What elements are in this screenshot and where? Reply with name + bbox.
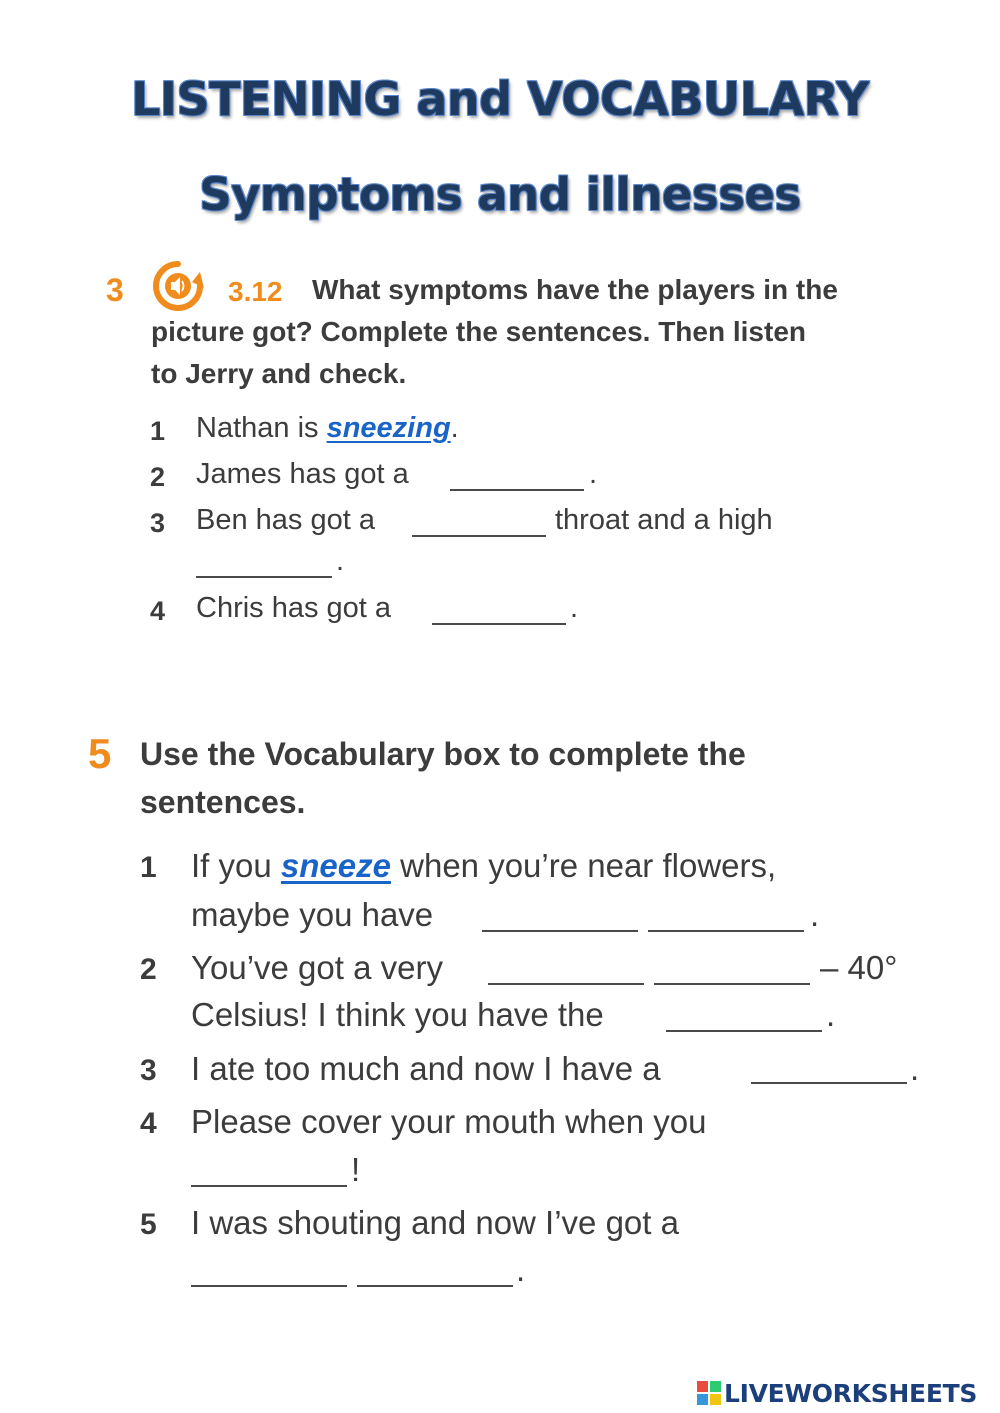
- sentence-text: Please cover your mouth when you: [191, 1103, 707, 1140]
- answer-blank[interactable]: [191, 1285, 347, 1287]
- answer-blank[interactable]: [488, 983, 644, 985]
- sentence-end: .: [336, 545, 345, 577]
- item-number: 4: [150, 596, 166, 626]
- sentence-text: [191, 847, 776, 885]
- sentence-end: .: [589, 458, 598, 490]
- example-answer: sneezing: [326, 412, 451, 444]
- sentence-end: .: [570, 592, 579, 624]
- answer-blank[interactable]: [191, 1185, 347, 1187]
- sentence-end: .: [450, 412, 459, 444]
- track-number: 3.12: [228, 276, 283, 307]
- sentence-end: .: [910, 1050, 920, 1087]
- sentence-text: You’ve got a very: [191, 949, 443, 986]
- sentence-part: Nathan is: [196, 412, 319, 444]
- exercise-3-instruction-line-1: What symptoms have the players in the: [312, 274, 838, 305]
- sentence-text: Ben has got a: [196, 504, 375, 536]
- sentence-text: I ate too much and now I have a: [191, 1050, 661, 1087]
- page-title: LISTENING and VOCABULARY: [131, 72, 869, 126]
- item-number: 3: [140, 1054, 157, 1087]
- sentence-part: – 40°: [820, 949, 898, 986]
- answer-blank[interactable]: [357, 1285, 513, 1287]
- answer-blank[interactable]: [412, 535, 546, 537]
- sentence-text: [196, 412, 459, 445]
- answer-blank[interactable]: [482, 930, 638, 932]
- sentence-part: throat and a high: [555, 504, 773, 536]
- logo-text: LIVEWORKSHEETS: [724, 1378, 978, 1408]
- exercise-5-instruction-line-2: sentences.: [140, 784, 306, 820]
- sentence-text: maybe you have: [191, 896, 434, 933]
- sentence-text: James has got a: [196, 458, 409, 490]
- answer-blank[interactable]: [654, 983, 810, 985]
- answer-blank[interactable]: [196, 576, 332, 578]
- item-number: 1: [150, 416, 166, 446]
- answer-blank[interactable]: [450, 489, 584, 491]
- exercise-5-instruction-line-1: Use the Vocabulary box to complete the: [140, 736, 746, 772]
- audio-play-icon[interactable]: [150, 258, 206, 314]
- item-number: 4: [140, 1107, 157, 1140]
- item-number: 2: [140, 953, 157, 986]
- item-number: 3: [150, 508, 166, 538]
- sentence-end: .: [516, 1251, 526, 1288]
- item-number: 2: [150, 462, 166, 492]
- sentence-end: !: [351, 1151, 361, 1188]
- item-number: 1: [140, 851, 157, 884]
- sentence-text: Celsius! I think you have the: [191, 996, 604, 1033]
- sentence-end: .: [826, 996, 836, 1033]
- item-number: 5: [140, 1208, 157, 1241]
- sentence-part: when you’re near flowers,: [400, 847, 777, 884]
- exercise-5-number: 5: [88, 730, 112, 777]
- liveworksheets-badge-icon: [697, 1381, 721, 1405]
- sentence-end: .: [810, 896, 820, 933]
- liveworksheets-logo[interactable]: [697, 1378, 977, 1408]
- exercise-3-number: 3: [106, 272, 124, 308]
- sentence-text: Chris has got a: [196, 592, 392, 624]
- sentence-part: If you: [191, 847, 272, 884]
- answer-blank[interactable]: [432, 623, 566, 625]
- answer-blank[interactable]: [751, 1082, 907, 1084]
- sentence-text: I was shouting and now I’ve got a: [191, 1204, 679, 1241]
- answer-blank[interactable]: [666, 1030, 822, 1032]
- page-subtitle: Symptoms and illnesses: [199, 168, 801, 221]
- answer-blank[interactable]: [648, 930, 804, 932]
- exercise-3-instruction-line-2: picture got? Complete the sentences. Then listen: [151, 316, 806, 347]
- example-answer: sneeze: [280, 847, 391, 884]
- exercise-3-instruction-line-3: to Jerry and check.: [151, 358, 407, 389]
